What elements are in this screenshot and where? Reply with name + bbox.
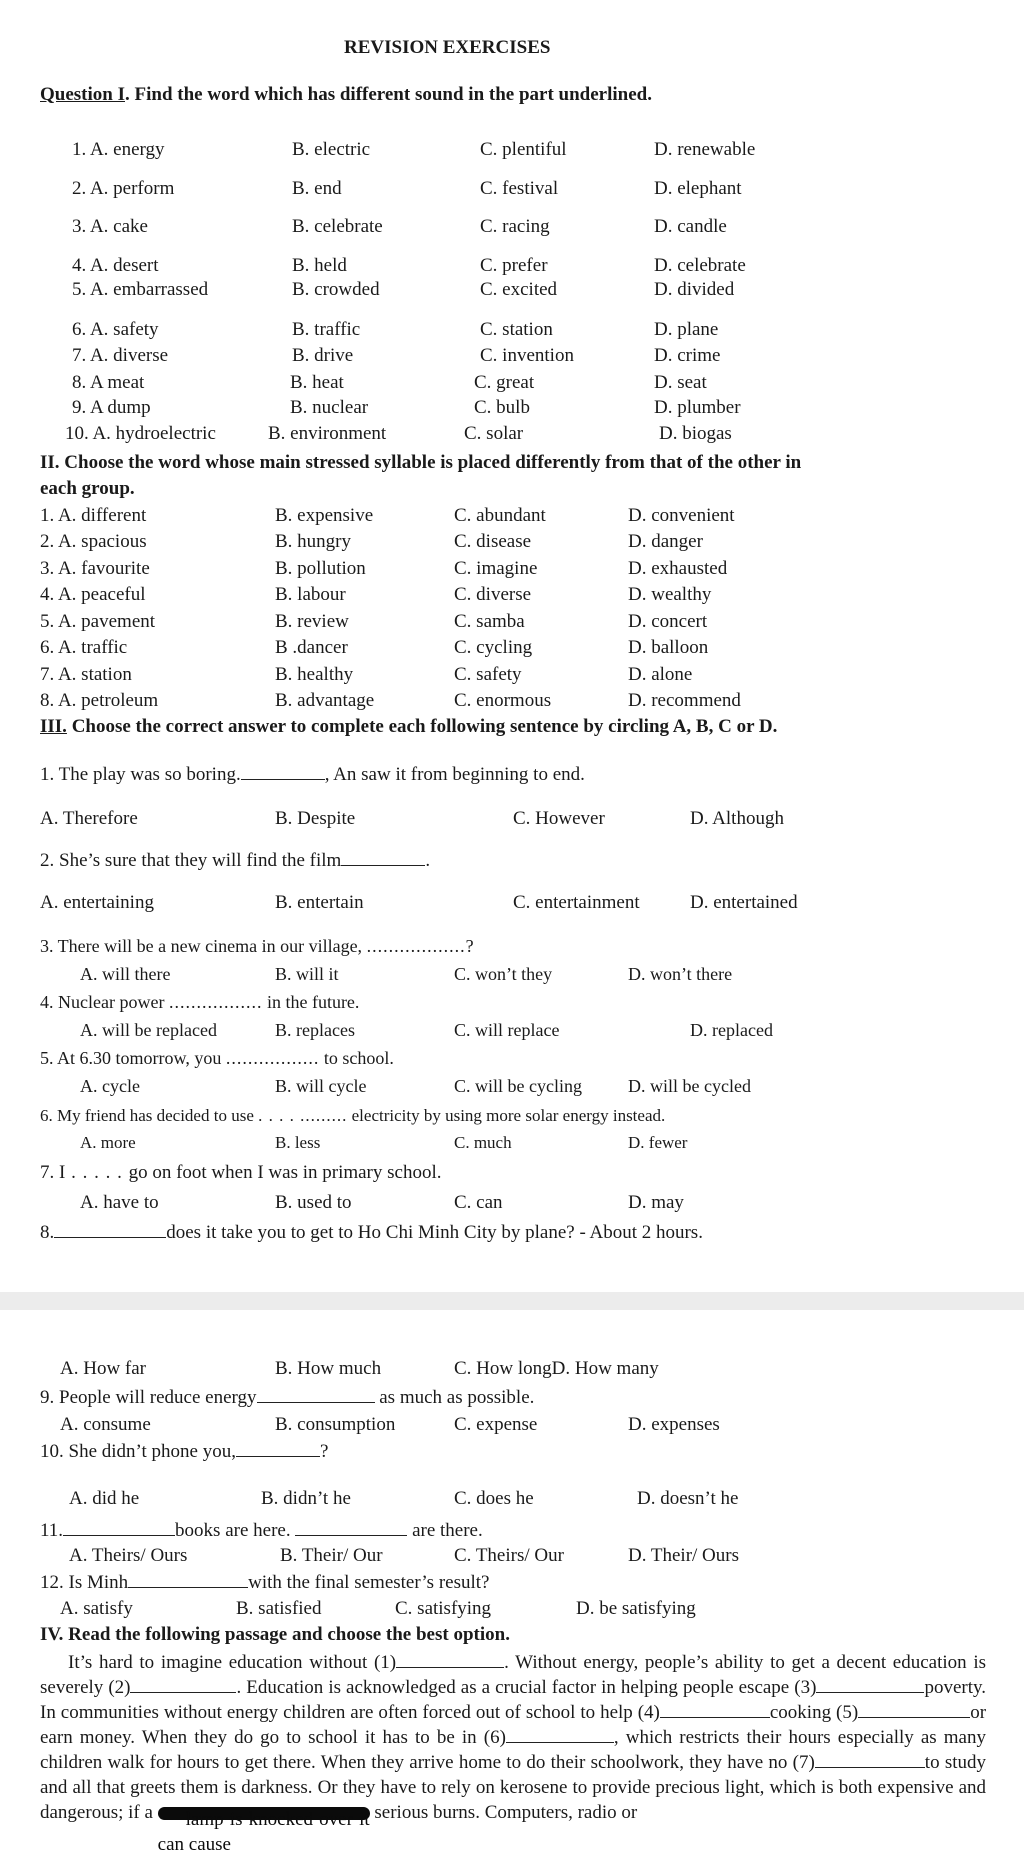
q1-row-10-b: B. environment: [268, 423, 387, 444]
q1-row-3-c: C. racing: [480, 216, 550, 237]
q3-sentence-3: [40, 935, 474, 957]
q3-s8-text-end: does it take you to get to Ho Chi Minh City by plane? - About 2 hours.: [166, 1222, 703, 1243]
q1-row-6-b: B. traffic: [292, 319, 361, 340]
question-1-text: . Find the word which has different sound in the part underlined.: [125, 84, 652, 105]
q3-s2-opt-b: B. entertain: [275, 892, 364, 913]
q1-row-1-c: C. plentiful: [480, 139, 567, 160]
q3-s9-text-end: as much as possible.: [379, 1387, 535, 1408]
q1-row-7-d: D. crime: [654, 345, 721, 366]
q1-row-8-a: 8. A meat: [72, 372, 145, 393]
q3-sentence-7: [40, 1162, 442, 1184]
q1-row-2-a: 2. A. perform: [72, 178, 175, 199]
q2-row-1-b: B. expensive: [275, 505, 374, 526]
question-3-heading: [40, 716, 777, 738]
q3-s2-opt-d: D. entertained: [690, 892, 798, 913]
q3-s2-opt-a: A. entertaining: [40, 892, 154, 913]
q1-row-9-b: B. nuclear: [290, 397, 369, 418]
q2-row-8-c: C. enormous: [454, 690, 552, 711]
q3-s11-text-mid: books are here.: [175, 1520, 291, 1541]
q2-row-4-b: B. labour: [275, 584, 346, 605]
q2-row-8-d: D. recommend: [628, 690, 741, 711]
q3-s1-opt-d: D. Although: [690, 808, 784, 829]
passage-text: or earn money. When they do go to school it has to be in (6): [40, 1702, 987, 1748]
q1-row-9-a: 9. A dump: [72, 397, 151, 418]
passage-blank-1: [396, 1651, 504, 1668]
passage-blank-7: [815, 1751, 925, 1768]
q3-s9-opt-c: C. expense: [454, 1414, 538, 1435]
q2-row-5-d: D. concert: [628, 611, 708, 632]
passage-text: It’s hard to imagine education without (1): [68, 1652, 397, 1673]
passage-blank-3: [816, 1676, 924, 1693]
q2-row-4-d: D. wealthy: [628, 584, 712, 605]
q3-s10-blank: [236, 1441, 320, 1457]
q2-row-1-d: D. convenient: [628, 505, 735, 526]
q1-row-5-d: D. divided: [654, 279, 735, 300]
q3-s11-opt-c: C. Theirs/ Our: [454, 1545, 564, 1566]
q3-s8-blank: [54, 1222, 166, 1238]
question-1-heading: [40, 84, 652, 106]
q1-row-1-a: 1. A. energy: [72, 139, 165, 160]
q2-row-5-c: C. samba: [454, 611, 525, 632]
q3-s10-opt-d: D. doesn’t he: [637, 1488, 739, 1509]
q3-s8-text: 8.: [40, 1222, 55, 1243]
q1-row-5-b: B. crowded: [292, 279, 380, 300]
q3-s5-opt-a: A. cycle: [80, 1076, 140, 1096]
q3-s12-opt-a: A. satisfy: [60, 1598, 133, 1619]
q1-row-5-c: C. excited: [480, 279, 558, 300]
q2-row-3-d: D. exhausted: [628, 558, 728, 579]
q3-s7-opt-d: D. may: [628, 1192, 684, 1213]
passage-blank-4: [660, 1701, 770, 1718]
q3-sentence-6: [40, 1105, 665, 1126]
q3-s5-opt-b: B. will cycle: [275, 1076, 367, 1096]
q3-sentence-10: [40, 1441, 328, 1463]
passage-text: serious burns. Computers, radio or: [369, 1802, 638, 1823]
q1-row-8-c: C. great: [474, 372, 535, 393]
q3-s8-opt-b: B. How much: [275, 1358, 382, 1379]
q3-s11-text: 11.: [40, 1520, 64, 1541]
q1-row-2-b: B. end: [292, 178, 342, 199]
q3-s12-opt-d: D. be satisfying: [576, 1598, 696, 1619]
page-break-gap: [0, 1292, 1024, 1310]
q3-s3-text: 3. There will be a new cinema in our village,: [40, 936, 367, 956]
q2-row-3-c: C. imagine: [454, 558, 538, 579]
q2-row-1-a: 1. A. different: [40, 505, 147, 526]
passage-text: cooking (5): [769, 1702, 859, 1723]
q1-row-10-a: 10. A. hydroelectric: [65, 423, 216, 444]
q1-row-9-d: D. plumber: [654, 397, 741, 418]
q3-s1-opt-c: C. However: [513, 808, 605, 829]
q2-row-4-c: C. diverse: [454, 584, 532, 605]
q2-row-7-d: D. alone: [628, 664, 693, 685]
q3-s4-opt-d: D. replaced: [690, 1020, 773, 1040]
q3-s4-opt-b: B. replaces: [275, 1020, 355, 1040]
q1-row-7-c: C. invention: [480, 345, 574, 366]
passage-text: poverty. In communities without energy children are often forced out of school to help (4): [40, 1677, 986, 1723]
question-2-heading: II. Choose the word whose main stressed syllable is placed differently from that of the other in: [40, 452, 802, 473]
q3-s7-text: 7. I: [40, 1162, 66, 1183]
q3-s11-opt-d: D. Their/ Ours: [628, 1545, 739, 1566]
q3-s8-opt-a: A. How far: [60, 1358, 147, 1379]
q3-s8-opt-c: C. How longD. How many: [454, 1358, 659, 1379]
q3-sentence-2: [40, 850, 430, 872]
question-3-label: III.: [40, 716, 67, 737]
q2-row-6-d: D. balloon: [628, 637, 709, 658]
q1-row-4-a: 4. A. desert: [72, 255, 159, 276]
q3-s7-blank: . . . . .: [65, 1162, 129, 1183]
q3-s3-opt-d: D. won’t there: [628, 964, 733, 984]
q3-s11-text-end: are there.: [412, 1520, 483, 1541]
q2-row-7-b: B. healthy: [275, 664, 354, 685]
q2-row-1-c: C. abundant: [454, 505, 546, 526]
q1-row-4-d: D. celebrate: [654, 255, 746, 276]
q2-row-6-b: B .dancer: [275, 637, 348, 658]
q1-row-7-a: 7. A. diverse: [72, 345, 169, 366]
q2-row-3-b: B. pollution: [275, 558, 366, 579]
q3-s5-blank: .................: [225, 1048, 320, 1068]
q3-s1-text-end: , An saw it from beginning to end.: [324, 764, 585, 785]
q1-row-3-a: 3. A. cake: [72, 216, 148, 237]
q3-s11-opt-a: A. Theirs/ Ours: [69, 1545, 188, 1566]
q3-s5-opt-c: C. will be cycling: [454, 1076, 582, 1096]
q3-s3-opt-c: C. won’t they: [454, 964, 553, 984]
q2-row-8-a: 8. A. petroleum: [40, 690, 159, 711]
scribble-redaction: lamp is knocked over it can cause: [157, 1809, 370, 1856]
q3-s12-opt-b: B. satisfied: [236, 1598, 322, 1619]
q3-s9-opt-d: D. expenses: [628, 1414, 720, 1435]
reading-passage: [40, 1650, 987, 1856]
q3-s6-opt-b: B. less: [275, 1133, 321, 1152]
q3-s10-text-end: ?: [319, 1441, 329, 1462]
q1-row-9-c: C. bulb: [474, 397, 530, 418]
q1-row-4-c: C. prefer: [480, 255, 548, 276]
q2-row-4-a: 4. A. peaceful: [40, 584, 146, 605]
question-1-label: Question I: [40, 84, 125, 105]
q3-s4-text-end: in the future.: [262, 992, 360, 1012]
q3-s3-opt-a: A. will there: [80, 964, 171, 984]
q3-s10-opt-b: B. didn’t he: [261, 1488, 351, 1509]
q2-row-7-a: 7. A. station: [40, 664, 132, 685]
q1-row-8-b: B. heat: [290, 372, 344, 393]
q3-s1-text: 1. The play was so boring.: [40, 764, 241, 785]
q1-row-1-b: B. electric: [292, 139, 371, 160]
passage-text: , which restricts their hours especially as many children walk for hours to get there. When they arrive home to do their schoolwork, they have no (7): [40, 1727, 986, 1773]
q3-s7-opt-b: B. used to: [275, 1192, 352, 1213]
q1-row-1-d: D. renewable: [654, 139, 756, 160]
q1-row-3-b: B. celebrate: [292, 216, 383, 237]
passage-blank-5: [858, 1701, 970, 1718]
q2-row-5-b: B. review: [275, 611, 349, 632]
question-3-text: Choose the correct answer to complete each following sentence by circling A, B, C or D.: [66, 716, 778, 737]
q1-row-2-c: C. festival: [480, 178, 559, 199]
page-title: REVISION EXERCISES: [344, 37, 551, 58]
q3-s2-text: 2. She’s sure that they will find the film: [40, 850, 342, 871]
q3-s6-text-end: electricity by using more solar energy instead.: [347, 1106, 666, 1125]
q1-row-5-a: 5. A. embarrassed: [72, 279, 209, 300]
q2-row-7-c: C. safety: [454, 664, 522, 685]
q3-s4-text: 4. Nuclear power: [40, 992, 169, 1012]
q3-s12-text-end: with the final semester’s result?: [248, 1572, 490, 1593]
passage-blank-2: [130, 1676, 236, 1693]
q3-s10-text: 10. She didn’t phone you,: [40, 1441, 236, 1462]
q3-s1-opt-b: B. Despite: [275, 808, 356, 829]
q3-s2-text-end: .: [425, 850, 431, 871]
q3-s6-text: 6. My friend has decided to use: [40, 1106, 259, 1125]
passage-text: to study and all that greets them is darkness. Or they have to rely on kerosene to provide precious light, which is both expensive and dangerous; if a: [40, 1752, 987, 1823]
q3-s1-opt-a: A. Therefore: [40, 808, 138, 829]
q3-s1-blank: [241, 764, 325, 780]
q3-s9-opt-a: A. consume: [60, 1414, 151, 1435]
q2-row-5-a: 5. A. pavement: [40, 611, 156, 632]
q3-s6-blank: . . . . .........: [258, 1106, 348, 1125]
q3-sentence-9: [40, 1387, 534, 1409]
q3-s10-opt-c: C. does he: [454, 1488, 534, 1509]
passage-text: . Education is acknowledged as a crucial factor in helping people escape (3): [236, 1677, 817, 1698]
q3-s7-text-end: go on foot when I was in primary school.: [128, 1162, 442, 1183]
q3-s5-opt-d: D. will be cycled: [628, 1076, 751, 1096]
q1-row-6-a: 6. A. safety: [72, 319, 159, 340]
q3-s2-opt-c: C. entertainment: [513, 892, 640, 913]
q3-sentence-8: [40, 1222, 703, 1244]
q1-row-10-d: D. biogas: [659, 423, 732, 444]
q1-row-7-b: B. drive: [292, 345, 354, 366]
q3-s12-blank: [128, 1572, 248, 1588]
q3-s7-opt-c: C. can: [454, 1192, 503, 1213]
q3-s4-opt-a: A. will be replaced: [80, 1020, 217, 1040]
q1-row-10-c: C. solar: [464, 423, 524, 444]
q3-s11-opt-b: B. Their/ Our: [280, 1545, 383, 1566]
q2-row-6-a: 6. A. traffic: [40, 637, 128, 658]
q3-s6-opt-c: C. much: [454, 1133, 512, 1152]
q3-s3-text-end: ?: [465, 936, 474, 956]
q3-sentence-5: [40, 1047, 394, 1069]
q3-sentence-12: [40, 1572, 489, 1594]
q1-row-3-d: D. candle: [654, 216, 727, 237]
q3-s11-blank-2: [295, 1520, 407, 1536]
q3-sentence-1: [40, 764, 585, 786]
q2-row-2-b: B. hungry: [275, 531, 351, 552]
q3-s3-blank: ..................: [366, 936, 466, 956]
q3-s7-opt-a: A. have to: [80, 1192, 159, 1213]
q2-row-6-c: C. cycling: [454, 637, 533, 658]
q3-s6-opt-a: A. more: [80, 1133, 136, 1152]
q3-sentence-4: [40, 991, 359, 1013]
q3-s12-text: 12. Is Minh: [40, 1572, 129, 1593]
question-4-heading: IV. Read the following passage and choose the best option.: [40, 1624, 510, 1645]
q1-row-6-d: D. plane: [654, 319, 719, 340]
q3-s9-blank: [257, 1387, 375, 1403]
passage-text: . Without energy, people’s ability to get a decent education is severely (2): [40, 1652, 986, 1698]
q2-row-2-d: D. danger: [628, 531, 703, 552]
q3-s9-text: 9. People will reduce energy: [40, 1387, 257, 1408]
q3-s10-opt-a: A. did he: [69, 1488, 140, 1509]
q1-row-4-b: B. held: [292, 255, 347, 276]
q3-s11-blank-1: [63, 1520, 175, 1536]
q1-row-2-d: D. elephant: [654, 178, 742, 199]
q3-s4-blank: .................: [168, 992, 263, 1012]
q3-s4-opt-c: C. will replace: [454, 1020, 560, 1040]
q3-s12-opt-c: C. satisfying: [395, 1598, 492, 1619]
q3-s9-opt-b: B. consumption: [275, 1414, 396, 1435]
q3-s5-text: 5. At 6.30 tomorrow, you: [40, 1048, 226, 1068]
q3-s5-text-end: to school.: [319, 1048, 394, 1068]
q1-row-8-d: D. seat: [654, 372, 707, 393]
q3-s6-opt-d: D. fewer: [628, 1133, 688, 1152]
q2-row-2-c: C. disease: [454, 531, 532, 552]
q3-s2-blank: [341, 850, 425, 866]
q3-sentence-11: [40, 1520, 483, 1542]
q3-s3-opt-b: B. will it: [275, 964, 339, 984]
q2-row-8-b: B. advantage: [275, 690, 375, 711]
q1-row-6-c: C. station: [480, 319, 553, 340]
q2-row-3-a: 3. A. favourite: [40, 558, 150, 579]
passage-blank-6: [506, 1726, 614, 1743]
question-2-heading-cont: each group.: [40, 478, 135, 499]
q2-row-2-a: 2. A. spacious: [40, 531, 147, 552]
